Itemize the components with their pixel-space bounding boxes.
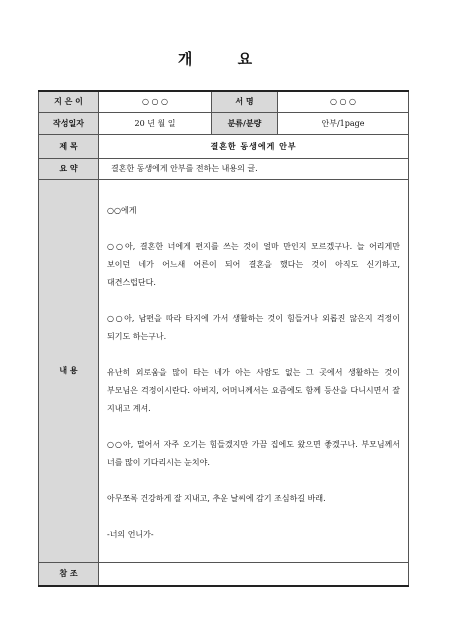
document-title: 개 요 bbox=[177, 50, 273, 68]
reference-value bbox=[99, 562, 409, 586]
letter-salutation: ○○에게 bbox=[107, 205, 137, 215]
subject-label: 제 목 bbox=[39, 134, 99, 158]
content-row bbox=[39, 179, 409, 562]
summary-row bbox=[39, 158, 409, 179]
signature-value: ○ ○ ○ bbox=[278, 91, 409, 112]
date-row bbox=[39, 112, 409, 134]
author-row bbox=[39, 91, 409, 112]
letter-signoff: -너의 언니가- bbox=[107, 529, 154, 539]
subject-row bbox=[39, 134, 409, 158]
letter-paragraph: 유난히 외로움을 많이 타는 네가 아는 사람도 없는 그 곳에서 생활하는 것이 부모님은 걱정이시란다. 아버지, 어머니께서는 요즘에도 함께 등산을 다니시면서 잘 지내고 계셔. bbox=[107, 367, 400, 413]
reference-row bbox=[39, 562, 409, 586]
letter-body bbox=[99, 179, 409, 562]
summary-value: 결혼한 동생에게 안부를 전하는 내용의 글. bbox=[99, 158, 409, 179]
category-value: 안부/1page bbox=[278, 112, 409, 134]
letter-paragraph: 아무쪼록 건강하게 잘 지내고, 추운 날씨에 감기 조심하길 바래. bbox=[107, 493, 326, 503]
date-value: 20 년 월 일 bbox=[99, 112, 212, 134]
summary-label: 요 약 bbox=[39, 158, 99, 179]
letter-paragraph: ○○아, 남편을 따라 타지에 가서 생활하는 것이 힘들거나 외롭진 않은지 걱정이 되기도 하는구나. bbox=[107, 313, 400, 341]
content-label: 내 용 bbox=[39, 179, 99, 562]
author-value: ○ ○ ○ bbox=[99, 91, 212, 112]
subject-value: 결혼한 동생에게 안부 bbox=[99, 134, 409, 158]
letter-paragraph: ○○아, 결혼한 너에게 편지를 쓰는 것이 얼마 만인지 모르겠구나. 늘 어리게만 보이던 네가 어느새 어른이 되어 결혼을 했다는 것이 아직도 신기하고, 대견스럽단다. bbox=[107, 241, 400, 287]
date-label: 작성일자 bbox=[39, 112, 99, 134]
overview-form bbox=[38, 90, 409, 587]
author-label: 지 은 이 bbox=[39, 91, 99, 112]
letter-paragraph: ○○아, 멀어서 자주 오기는 힘들겠지만 가끔 집에도 왔으면 좋겠구나. 부모님께서 너를 많이 기다리시는 눈치야. bbox=[107, 439, 400, 467]
category-label: 분류/분량 bbox=[212, 112, 278, 134]
reference-label: 참 조 bbox=[39, 562, 99, 586]
signature-label: 서 명 bbox=[212, 91, 278, 112]
